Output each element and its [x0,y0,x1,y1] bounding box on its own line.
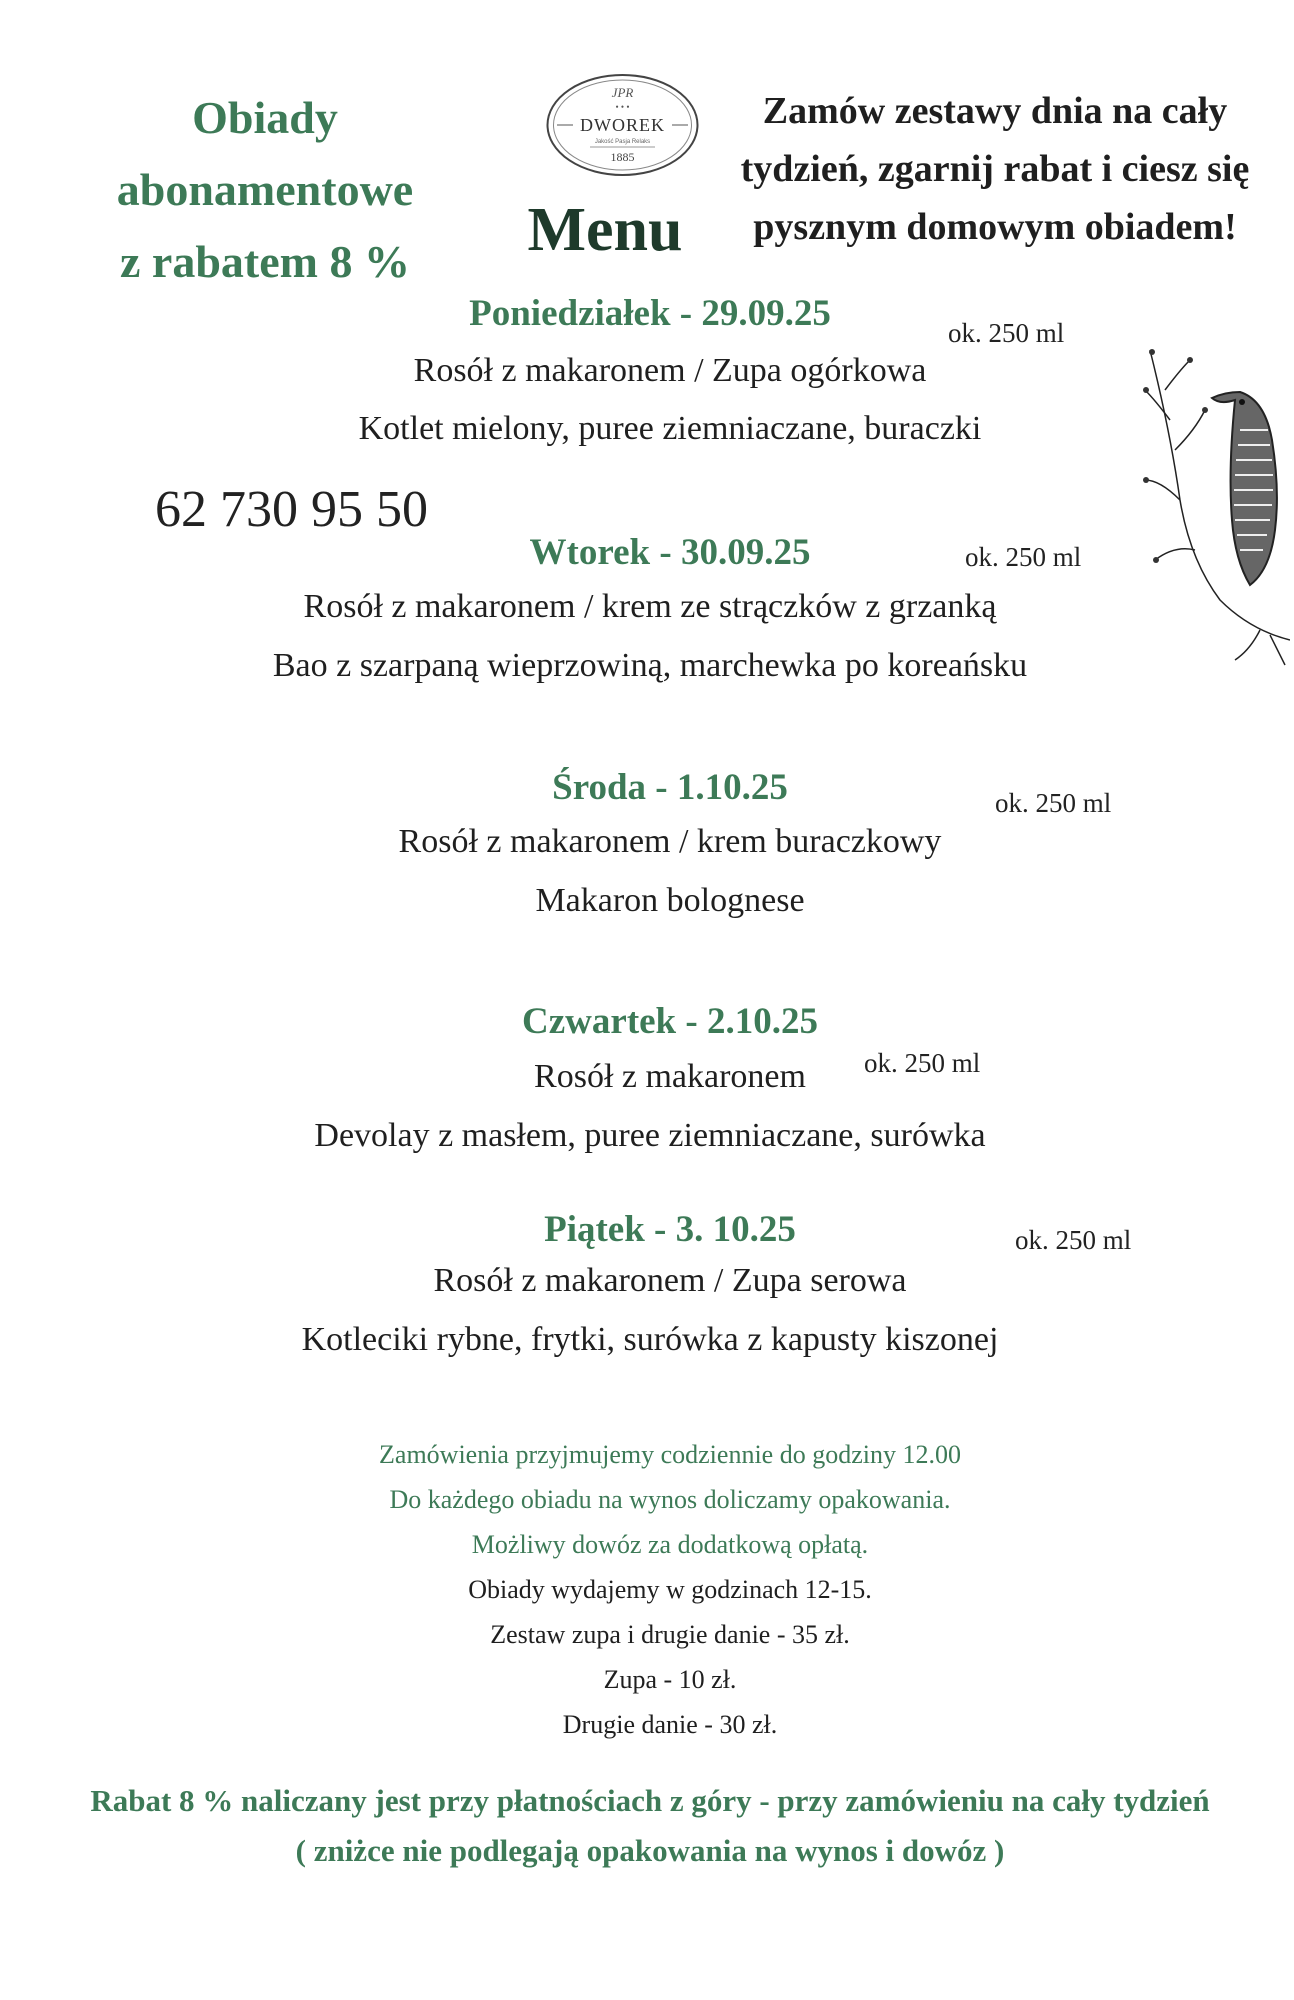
portion-size: ok. 250 ml [995,788,1112,818]
menu-title: Menu [527,196,683,264]
main-dish-line: Kotleciki rybne, frytki, surówka z kapusty kiszonej [301,1321,999,1358]
main-dish-line: Devolay z masłem, puree ziemniaczane, surówka [314,1117,986,1154]
info-line: Zamówienia przyjmujemy codziennie do godziny 12.00 [379,1440,961,1469]
portion-size: ok. 250 ml [864,1048,981,1078]
promo-line: Zamów zestawy dnia na cały [762,90,1228,132]
portion-size: ok. 250 ml [948,318,1065,348]
soup-line: Rosół z makaronem / krem ze strączków z grzanką [303,588,997,625]
logo-tagline: Jakość Pasja Relaks [594,139,651,145]
promo-line: pysznym domowym obiadem! [753,206,1237,248]
discount-line: Rabat 8 % naliczany jest przy płatnościach z góry - przy zamówieniu na cały tydzień [90,1783,1210,1818]
info-line: Drugie danie - 30 zł. [562,1710,778,1739]
main-dish-line: Makaron bolognese [535,882,805,919]
info-line: Zupa - 10 zł. [603,1665,737,1694]
svg-text:• • •: • • • [615,102,630,112]
bird-illustration [1140,330,1290,670]
info-line: Do każdego obiadu na wynos doliczamy opakowania. [389,1485,951,1514]
main-dish-line: Kotlet mielony, puree ziemniaczane, buraczki [358,410,982,447]
portion-size: ok. 250 ml [1015,1225,1132,1255]
logo-monogram: JPR [611,85,634,100]
promo-line: z rabatem 8 % [120,236,410,287]
soup-line: Rosół z makaronem / krem buraczkowy [398,823,942,860]
main-dish-line: Bao z szarpaną wieprzowiną, marchewka po koreańsku [272,647,1028,684]
day-title-monday: Poniedziałek - 29.09.25 [469,293,831,334]
dworek-logo [545,73,700,177]
promo-line: tydzień, zgarnij rabat i ciesz się [740,148,1250,190]
logo-name: DWOREK [580,115,665,135]
portion-size: ok. 250 ml [965,542,1082,572]
soup-line: Rosół z makaronem / Zupa ogórkowa [413,352,927,389]
order-info [150,1432,1190,1747]
day-title-friday: Piątek - 3. 10.25 [544,1209,796,1250]
discount-line: ( zniżce nie podlegają opakowania na wynos i dowóz ) [295,1833,1005,1868]
soup-line: Rosół z makaronem [534,1058,806,1095]
day-title-wednesday: Środa - 1.10.25 [552,767,788,808]
soup-line: Rosół z makaronem / Zupa serowa [433,1262,907,1299]
phone-number[interactable]: 62 730 95 50 [155,481,428,538]
info-line: Zestaw zupa i drugie danie - 35 zł. [490,1620,850,1649]
discount-note [30,1776,1270,1876]
day-title-thursday: Czwartek - 2.10.25 [522,1001,818,1042]
weekly-order-promo [730,82,1260,256]
day-title-tuesday: Wtorek - 30.09.25 [529,532,811,573]
info-line: Możliwy dowóz za dodatkową opłatą. [471,1530,869,1559]
promo-line: abonamentowe [116,164,414,215]
logo-year: 1885 [610,150,635,164]
info-line: Obiady wydajemy w godzinach 12-15. [468,1575,872,1604]
promo-line: Obiady [192,92,338,143]
subscription-promo [60,82,470,298]
